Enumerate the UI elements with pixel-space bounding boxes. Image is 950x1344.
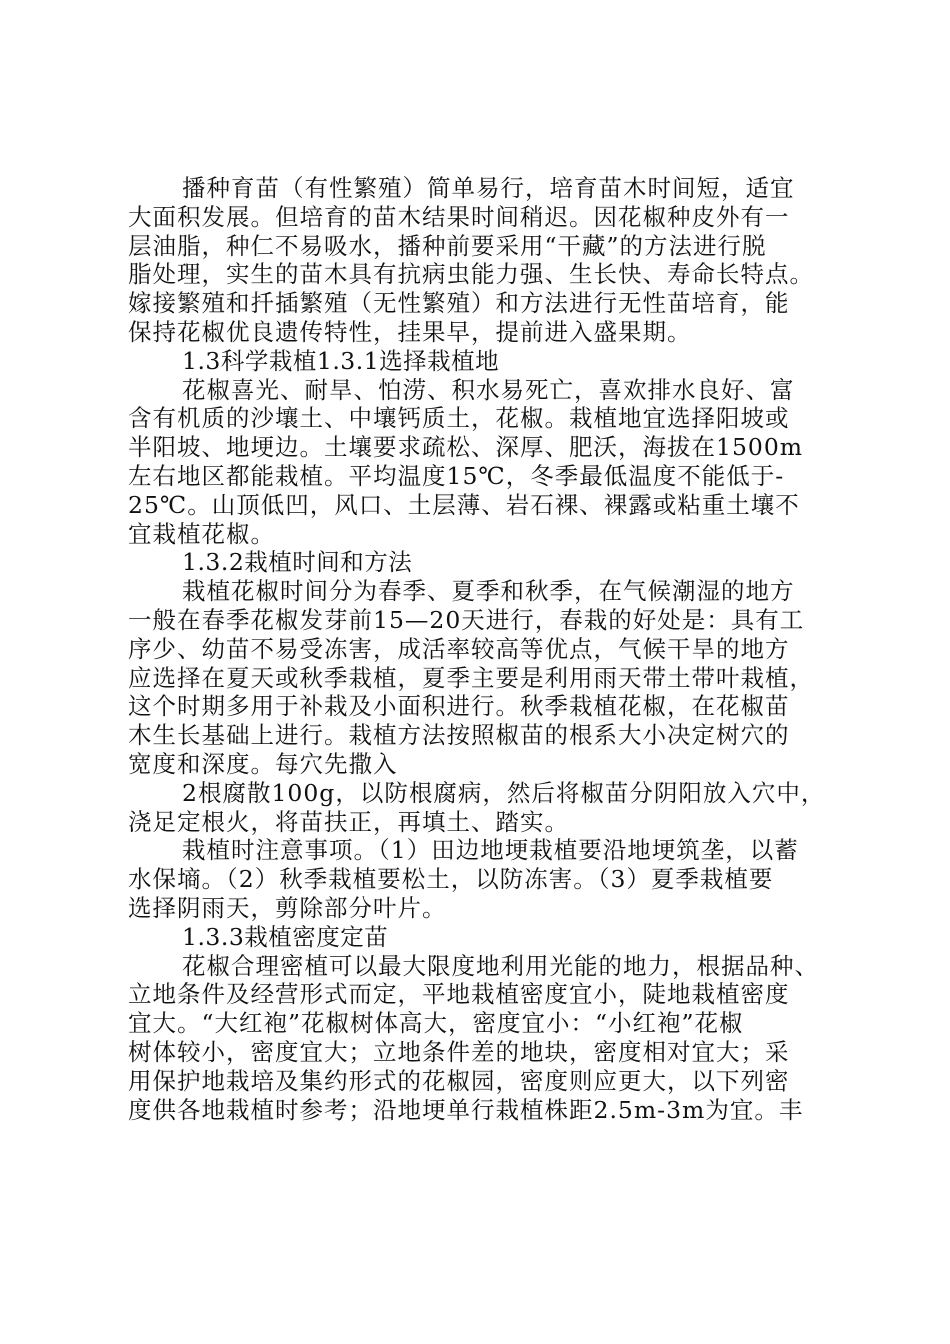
paragraph-line: 播种育苗（有性繁殖）简单易行，培育苗木时间短，适宜 [182, 174, 795, 202]
paragraph-line: 栽植花椒时间分为春季、夏季和秋季，在气候潮湿的地方 [182, 577, 795, 606]
paragraph-line: 半阳坡、地埂边。土壤要求疏松、深厚、肥沃，海拔在1500m [128, 433, 804, 462]
paragraph-line: 立地条件及经营形式而定，平地栽植密度宜小，陡地栽植密度 [128, 980, 790, 1009]
paragraph-line: 花椒喜光、耐旱、怕涝、积水易死亡，喜欢排水良好、富 [182, 375, 795, 404]
paragraph-line: 层油脂，种仁不易吸水，播种前要采用“干藏”的方法进行脱 [128, 231, 767, 260]
paragraph-line: 浇足定根火，将苗扶正，再填土、踏实。 [128, 807, 569, 836]
paragraph-line: 应选择在夏天或秋季栽植，夏季主要是利用雨天带土带叶栽植， [128, 663, 814, 692]
paragraph-line: 宜大。“大红袍”花椒树体高大，密度宜小：“小红袍”花椒 [128, 1009, 744, 1038]
document-body [128, 174, 848, 1124]
paragraph-line: 度供各地栽植时参考；沿地埂单行栽植株距2.5m-3m为宜。丰 [128, 1095, 804, 1124]
paragraph-line: 用保护地栽培及集约形式的花椒园，密度则应更大，以下列密 [128, 1066, 790, 1095]
paragraph-line: 一般在春季花椒发芽前15—20天进行，春栽的好处是：具有工 [128, 605, 805, 634]
paragraph-line: 花椒合理密植可以最大限度地利用光能的地力，根据品种、 [182, 951, 819, 980]
section-heading: 1.3.2栽植时间和方法 [182, 548, 413, 577]
paragraph-line: 水保墒。（2）秋季栽植要松土，以防冻害。（3）夏季栽植要 [128, 865, 774, 894]
paragraph-line: 序少、幼苗不易受冻害，成活率较高等优点，气候干旱的地方 [128, 634, 790, 663]
section-heading: 1.3.3栽植密度定苗 [182, 922, 389, 951]
paragraph-line: 25℃。山顶低凹，风口、土层薄、岩石裸、裸露或粘重土壤不 [128, 490, 800, 519]
paragraph-line: 含有机质的沙壤土、中壤钙质土，花椒。栽植地宜选择阳坡或 [128, 404, 790, 433]
paragraph-line: 树体较小，密度宜大；立地条件差的地块，密度相对宜大；采 [128, 1037, 790, 1066]
paragraph-line: 脂处理，实生的苗木具有抗病虫能力强、生长快、寿命长特点。 [128, 260, 814, 289]
paragraph-line: 宽度和深度。每穴先撒入 [128, 749, 398, 778]
paragraph-line: 2根腐散100g，以防根腐病，然后将椒苗分阴阳放入穴中， [182, 778, 826, 807]
paragraph-line: 嫁接繁殖和扦插繁殖（无性繁殖）和方法进行无性苗培育，能 [128, 289, 790, 318]
paragraph-line: 木生长基础上进行。栽植方法按照椒苗的根系大小决定树穴的 [128, 721, 790, 750]
paragraph-line: 保持花椒优良遗传特性，挂果早，提前进入盛果期。 [128, 317, 692, 346]
paragraph-line: 左右地区都能栽植。平均温度15℃，冬季最低温度不能低于- [128, 461, 785, 490]
paragraph-line: 栽植时注意事项。（1）田边地埂栽植要沿地埂筑垄，以蓄 [182, 836, 799, 865]
paragraph-line: 大面积发展。但培育的苗木结果时间稍迟。因花椒种皮外有一 [128, 202, 790, 231]
section-heading: 1.3科学栽植1.3.1选择栽植地 [182, 346, 500, 375]
paragraph-line: 选择阴雨天，剪除部分叶片。 [128, 893, 447, 922]
paragraph-line: 这个时期多用于补栽及小面积进行。秋季栽植花椒，在花椒苗 [128, 692, 790, 721]
paragraph-line: 宜栽植花椒。 [128, 519, 275, 548]
